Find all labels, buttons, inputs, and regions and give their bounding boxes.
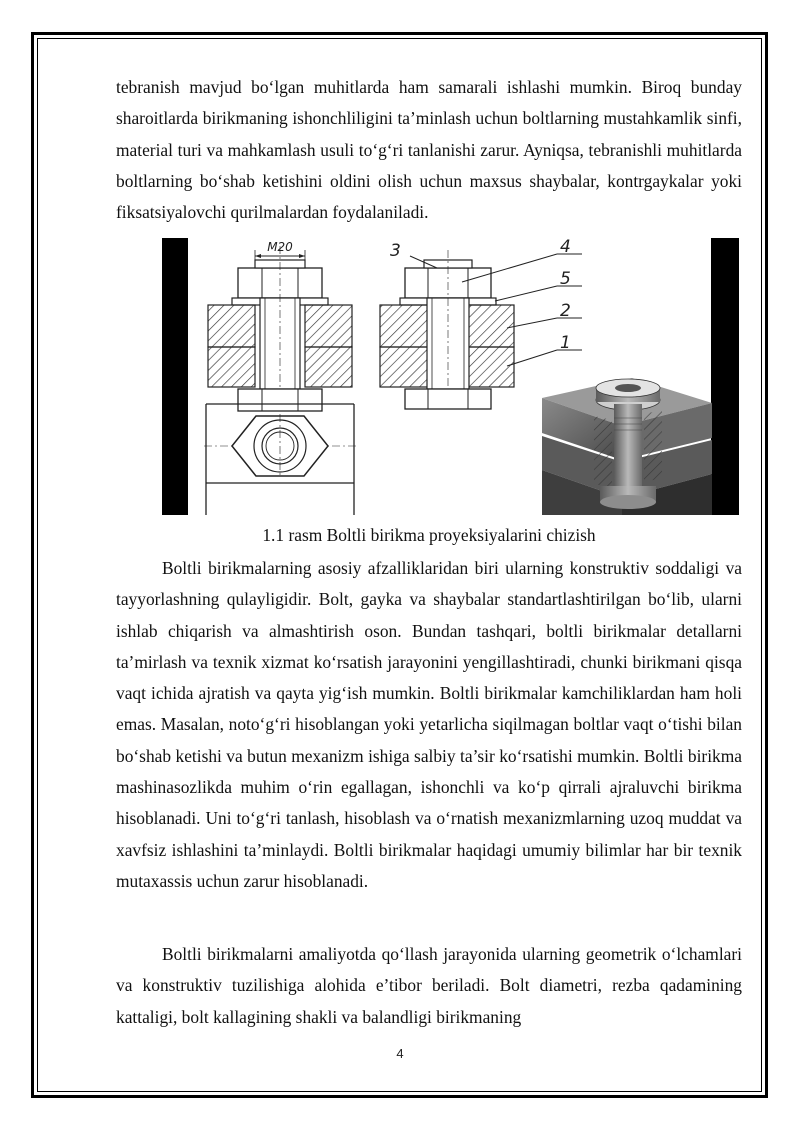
paragraph-2: Boltli birikmalarning asosiy afzalliklaridan biri ularning konstruktiv soddaligi va tayyorlashning qulayligidir. Bolt, gayka va shaybalar standartlashtirilgan bo‘lib, ularni ishlab chiqarish va almashtirish oson. Bundan tashqari, boltli birikmalar detallarni ta’mirlash va texnik xizmat ko‘rsatish jarayonini yengillashtiradi, chunki birikmani qisqa vaqt ichida ajratish va qayta yig‘ish mumkin. Boltli birikmalar kamchiliklardan ham holi emas. Masalan, noto‘g‘ri hisoblangan yoki yetarlicha siqilmagan boltlar vaqt o‘tishi bilan bo‘shab ketishi va butun mexanizm ishiga salbiy ta’sir ko‘rsatishi mumkin. Boltli birikma mashinasozlikda muhim o‘rin egallagan, ishonchli va ko‘p qirrali ajraluvchi birikma hisoblanadi. Uni to‘g‘ri tanlash, hisoblash va o‘rnatish mexanizmlarning uzoq muddat va xavfsiz ishlashini ta’minlaydi. Boltli birikmalar haqidagi umumiy bilimlar har bir texnik mutaxassis uchun zarur hisoblanadi. bbox=[116, 558, 742, 891]
part-label-1: 1 bbox=[560, 333, 571, 353]
part-label-3: 3 bbox=[390, 241, 401, 261]
right-black-bar bbox=[711, 238, 739, 515]
front-section-view bbox=[208, 240, 352, 411]
figure-caption: 1.1 rasm Boltli birikma proyeksiyalarini chizish bbox=[262, 525, 596, 545]
part-label-5: 5 bbox=[560, 269, 571, 289]
top-view bbox=[204, 404, 358, 515]
paragraph-3: Boltli birikmalarni amaliyotda qo‘llash jarayonida ularning geometrik o‘lchamlari va konstruktiv tuzilishiga alohida e’tibor beriladi. Bolt diametri, rezba qadamining kattaligi, bolt kallagining shakli va balandligi birikmaning bbox=[116, 944, 742, 1027]
bolt-joint-figure bbox=[162, 238, 739, 515]
cutaway-3d-view bbox=[542, 378, 712, 515]
page-number: 4 bbox=[396, 1046, 404, 1061]
m20-label: M20 bbox=[267, 240, 293, 254]
labeled-section-view bbox=[380, 238, 582, 409]
left-black-bar bbox=[162, 238, 188, 515]
paragraph-1: tebranish mavjud bo‘lgan muhitlarda ham samarali ishlashi mumkin. Biroq bunday sharoitlarda birikmaning ishonchliligini ta’minlash uchun boltlarning mustahkamlik sinfi, material turi va mahkamlash usuli to‘g‘ri tanlanishi zarur. Ayniqsa, tebranishli muhitlarda boltlarning bo‘shab ketishini oldini olish uchun maxsus shaybalar, kontrgaykalar yoki fiksatsiyalovchi qurilmalardan foydalaniladi. bbox=[116, 77, 742, 223]
part-label-2: 2 bbox=[560, 301, 571, 321]
bolt-joint-drawing bbox=[162, 238, 739, 515]
part-label-4: 4 bbox=[560, 238, 571, 257]
